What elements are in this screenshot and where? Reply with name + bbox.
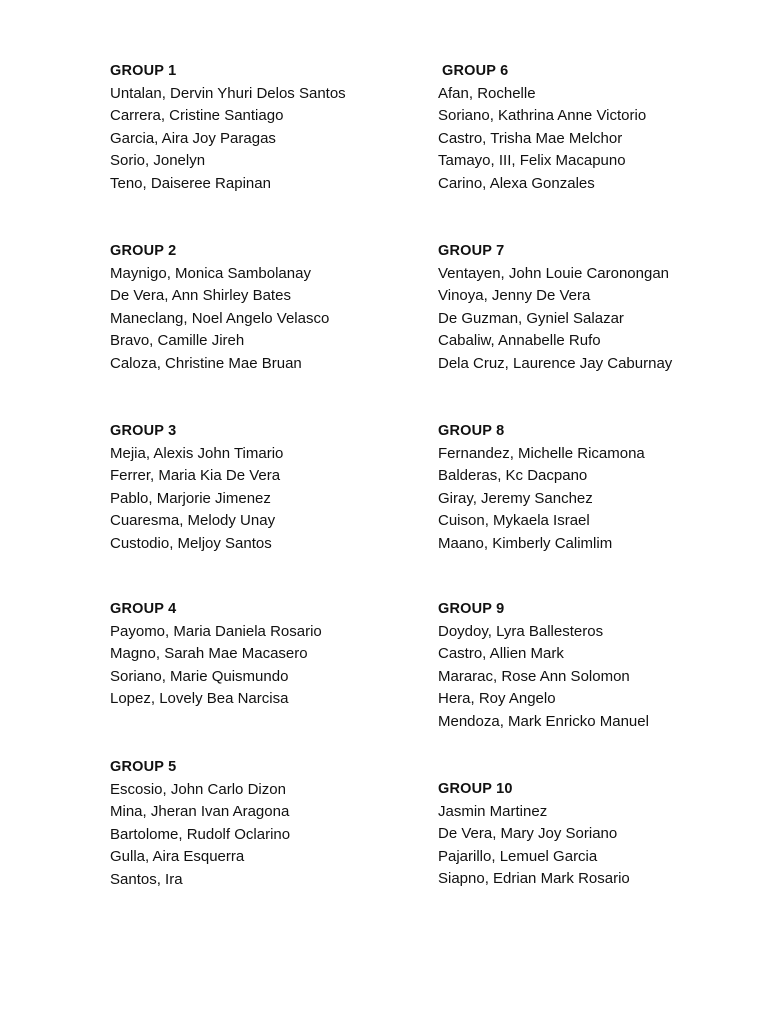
member-name: Carino, Alexa Gonzales bbox=[438, 174, 595, 192]
member-name: Doydoy, Lyra Ballesteros bbox=[438, 622, 604, 640]
group-3-block bbox=[110, 420, 430, 555]
member-name: Mararac, Rose Ann Solomon bbox=[438, 667, 630, 685]
member-name: Jasmin Martinez bbox=[438, 802, 548, 820]
member-name: Ventayen, John Louie Caronongan bbox=[438, 264, 670, 282]
member-name: Untalan, Dervin Yhuri Delos Santos bbox=[110, 84, 346, 102]
member-name: Maynigo, Monica Sambolanay bbox=[110, 264, 311, 282]
member-name: Magno, Sarah Mae Macasero bbox=[110, 645, 308, 662]
member-name: Sorio, Jonelyn bbox=[110, 152, 206, 169]
group-title: GROUP 1 bbox=[110, 63, 177, 79]
member-name: Vinoya, Jenny De Vera bbox=[438, 287, 591, 304]
member-name: Garcia, Aira Joy Paragas bbox=[110, 129, 276, 147]
member-name: Teno, Daiseree Rapinan bbox=[110, 174, 271, 192]
member-name: Bartolome, Rudolf Oclarino bbox=[110, 825, 291, 843]
group-5-block bbox=[110, 756, 430, 891]
group-title: GROUP 5 bbox=[110, 759, 177, 775]
group-8-block bbox=[438, 420, 758, 555]
member-name: Siapno, Edrian Mark Rosario bbox=[438, 870, 630, 887]
member-name: Caloza, Christine Mae Bruan bbox=[110, 354, 302, 372]
member-name: Mendoza, Mark Enricko Manuel bbox=[438, 712, 649, 730]
member-name: Mejia, Alexis John Timario bbox=[110, 444, 284, 462]
member-name: Pajarillo, Lemuel Garcia bbox=[438, 847, 598, 865]
member-name: De Vera, Ann Shirley Bates bbox=[110, 287, 291, 304]
member-name: Escosio, John Carlo Dizon bbox=[110, 780, 286, 798]
group-title: GROUP 6 bbox=[442, 63, 509, 79]
member-name: Gulla, Aira Esquerra bbox=[110, 848, 245, 865]
member-name: Carrera, Cristine Santiago bbox=[110, 107, 284, 124]
member-name: Soriano, Marie Quismundo bbox=[110, 667, 289, 685]
member-name: Maneclang, Noel Angelo Velasco bbox=[110, 309, 330, 327]
member-name: Maano, Kimberly Calimlim bbox=[438, 534, 613, 552]
member-name: Cuaresma, Melody Unay bbox=[110, 512, 276, 529]
member-name: Fernandez, Michelle Ricamona bbox=[438, 444, 645, 462]
group-1-block bbox=[110, 60, 430, 195]
member-name: Cabaliw, Annabelle Rufo bbox=[438, 332, 601, 349]
member-name: Santos, Ira bbox=[110, 870, 183, 888]
member-name: Castro, Allien Mark bbox=[438, 645, 564, 662]
member-name: Soriano, Kathrina Anne Victorio bbox=[438, 107, 647, 124]
member-name: De Guzman, Gyniel Salazar bbox=[438, 309, 624, 327]
group-10-block bbox=[438, 778, 758, 891]
member-name: Cuison, Mykaela Israel bbox=[438, 512, 590, 529]
member-name: Pablo, Marjorie Jimenez bbox=[110, 489, 271, 507]
member-name: Dela Cruz, Laurence Jay Caburnay bbox=[438, 354, 673, 372]
member-name: Afan, Rochelle bbox=[438, 84, 536, 102]
member-name: Giray, Jeremy Sanchez bbox=[438, 489, 593, 507]
member-name: Ferrer, Maria Kia De Vera bbox=[110, 467, 281, 484]
member-name: Bravo, Camille Jireh bbox=[110, 332, 245, 349]
member-name: Lopez, Lovely Bea Narcisa bbox=[110, 690, 289, 707]
group-9-block bbox=[438, 598, 758, 733]
member-name: Tamayo, III, Felix Macapuno bbox=[438, 152, 626, 169]
group-7-block bbox=[438, 240, 758, 375]
group-4-block bbox=[110, 598, 430, 711]
member-name: Castro, Trisha Mae Melchor bbox=[438, 129, 623, 147]
group-title: GROUP 10 bbox=[438, 781, 513, 797]
group-6-block bbox=[438, 60, 758, 195]
group-title: GROUP 4 bbox=[110, 601, 177, 617]
group-title: GROUP 7 bbox=[438, 243, 505, 259]
group-title: GROUP 9 bbox=[438, 601, 505, 617]
group-title: GROUP 3 bbox=[110, 423, 177, 439]
member-name: Mina, Jheran Ivan Aragona bbox=[110, 803, 290, 820]
group-title: GROUP 8 bbox=[438, 423, 505, 439]
member-name: Balderas, Kc Dacpano bbox=[438, 467, 588, 484]
group-2-block bbox=[110, 240, 430, 375]
member-name: De Vera, Mary Joy Soriano bbox=[438, 825, 618, 842]
group-title: GROUP 2 bbox=[110, 243, 177, 259]
member-name: Hera, Roy Angelo bbox=[438, 690, 556, 707]
member-name: Payomo, Maria Daniela Rosario bbox=[110, 622, 322, 640]
member-name: Custodio, Meljoy Santos bbox=[110, 534, 272, 552]
